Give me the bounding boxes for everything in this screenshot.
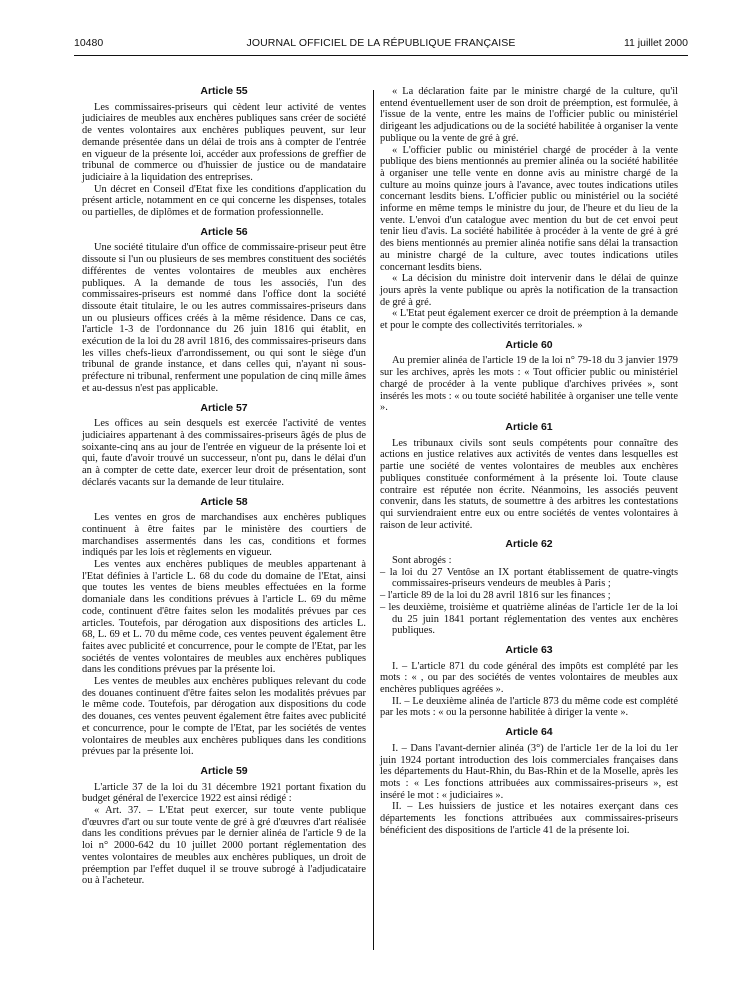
paragraph: Les tribunaux civils sont seuls compétents pour connaître des actions en justice relatives aux activités de ventes dans lesquelles est partie une société de ventes volontaires de meubles aux enchères publiques constituée conformément à la présente loi. Toute clause contraire est réputée non écrite. Néanmoins, les associés peuvent convenir, dans les statuts, de soumettre à des arbitres les contestations qui surviendraient entre eux ou entre sociétés de ventes volontaires à raison de leur activité. xyxy=(380,437,678,531)
article-title: Article 64 xyxy=(505,726,553,739)
article-64 xyxy=(380,727,678,836)
article-title: Article 60 xyxy=(505,338,553,351)
paragraph: Un décret en Conseil d'Etat fixe les conditions d'application du présent article, notamment en ce qui concerne les dispenses, totales ou partielles, de diplômes et de formation professionnelle. xyxy=(82,183,366,219)
header-rule xyxy=(74,55,688,56)
list-item: – les deuxième, troisième et quatrième alinéas de l'article 1er de la loi du 25 juin 1841 portant réglementation des ventes aux enchères publiques. xyxy=(380,601,678,637)
article-62 xyxy=(380,539,678,637)
paragraph: « Art. 37. – L'Etat peut exercer, sur toute vente publique d'œuvres d'art ou sur toute vente de gré à gré d'œuvres d'art réalisée dans les conditions prévues par le dernier alinéa de l'article 9 de la loi n° 2000-642 du 10 juillet 2000 portant réglementation des ventes volontaires de meubles aux enchères publiques, un droit de préemption par l'effet duquel il se trouve subrogé à l'adjudicataire ou à l'acheteur. xyxy=(82,805,366,887)
list-item: – la loi du 27 Ventôse an IX portant établissement de quatre-vingts commissaires-priseurs vendeurs de meubles à Paris ; xyxy=(380,566,678,590)
article-59-continued xyxy=(380,86,678,332)
paragraph: « L'Etat peut également exercer ce droit de préemption à la demande et pour le compte des collectivités territoriales. » xyxy=(380,308,678,332)
right-column xyxy=(380,86,678,844)
article-title: Article 58 xyxy=(200,495,248,508)
article-55 xyxy=(82,86,366,219)
paragraph: II. – Les huissiers de justice et les notaires exerçant dans ces départements les fonctions attribuées aux commissaires-priseurs bénéficient des dispositions de l'article 41 de la présente loi. xyxy=(380,801,678,836)
paragraph: Les ventes aux enchères publiques de meubles appartenant à l'Etat définies à l'article L. 68 du code du domaine de l'Etat, ainsi que toutes les ventes de biens meubles effectuées en la forme domaniale dans les conditions prévues à l'article L. 69 du même code, continuent d'être faites selon les modalités prévues par ces articles. Toutefois, par dérogation aux dispositions des articles L. 68, L. 69 et L. 70 du même code, ces ventes peuvent également être faites avec publicité et concurrence, pour le compte de l'Etat, par les sociétés de ventes volontaires de meubles aux enchères publiques dans les conditions prévues par la présente loi. xyxy=(82,559,366,676)
list-item: – l'article 89 de la loi du 28 avril 1816 sur les finances ; xyxy=(380,590,611,602)
article-title: Article 61 xyxy=(505,420,553,433)
article-57 xyxy=(82,403,366,489)
paragraph: Les offices au sein desquels est exercée l'activité de ventes judiciaires appartenant à des commissaires-priseurs âgés de plus de soixante-cinq ans au jour de l'entrée en vigueur de la présente loi et qui, faute d'avoir trouvé un successeur, n'ont pu, dans le délai d'un an à compter de cette date, exercer leur droit de présentation, sont déclarés vacants sur la demande de leur titulaire. xyxy=(82,418,366,488)
article-60 xyxy=(380,340,678,414)
article-58 xyxy=(82,497,366,758)
article-title: Article 59 xyxy=(200,764,248,777)
paragraph: L'article 37 de la loi du 31 décembre 1921 portant fixation du budget général de l'exercice 1922 est ainsi rédigé : xyxy=(82,781,366,805)
article-61 xyxy=(380,422,678,531)
page-header xyxy=(74,37,688,53)
article-59 xyxy=(82,766,366,887)
column-divider xyxy=(373,90,374,950)
left-column xyxy=(82,86,366,895)
page-number: 10480 xyxy=(74,37,104,49)
journal-title: JOURNAL OFFICIEL DE LA RÉPUBLIQUE FRANÇAISE xyxy=(246,37,516,49)
article-56 xyxy=(82,227,366,395)
paragraph: I. – L'article 871 du code général des impôts est complété par les mots : « , ou par des sociétés de ventes volontaires de meubles aux enchères publiques agréées ». xyxy=(380,660,678,696)
paragraph: Les commissaires-priseurs qui cèdent leur activité de ventes judiciaires de meubles aux enchères publiques sans créer de société de ventes volontaires aux enchères publiques peuvent, sur leur demande présentée dans un délai de trois ans à compter de l'entrée en vigueur de la présente loi, accéder aux professions de greffier de tribunal de commerce ou d'huissier de justice ou de mandataire judiciaire à la liquidation des entreprises. xyxy=(82,101,366,183)
paragraph: Sont abrogés : xyxy=(392,555,452,567)
article-63 xyxy=(380,645,678,719)
repeal-list xyxy=(380,567,678,637)
paragraph: « La déclaration faite par le ministre chargé de la culture, qu'il entend éventuellement user de son droit de préemption, est formulée, à l'issue de la vente, entre les mains de l'officier public ou ministériel dirigeant les adjudications ou de la société habilitée à organiser la vente publique ou la vente de gré à gré. xyxy=(380,86,678,144)
paragraph: « La décision du ministre doit intervenir dans le délai de quinze jours après la vente publique ou après la notification de la transaction de gré à gré. xyxy=(380,273,678,308)
paragraph: II. – Le deuxième alinéa de l'article 873 du même code est complété par les mots : « ou la personne habilitée à diriger la vente ». xyxy=(380,695,678,719)
article-title: Article 62 xyxy=(505,538,553,551)
paragraph: « L'officier public ou ministériel chargé de procéder à la vente publique des biens mentionnés au premier alinéa ou la société habilitée à organiser une telle vente en donne avis au ministre chargé de la culture au moins quinze jours à l'avance, avec toutes indications utiles concernant lesdits biens. L'officier public ou ministériel ou la société informe en même temps le ministre du jour, de l'heure et du lieu de la vente. L'envoi d'un catalogue avec mention du but de cet envoi peut tenir lieu d'avis. La société habilitée à procéder à la vente de gré à gré des biens mentionnés au premier alinéa notifie sans délai la transaction au ministre chargé de la culture, avec toutes indications utiles concernant lesdits biens. xyxy=(380,144,678,273)
article-title: Article 63 xyxy=(505,643,553,656)
paragraph: Au premier alinéa de l'article 19 de la loi n° 79-18 du 3 janvier 1979 sur les archives, après les mots : « Tout officier public ou ministériel chargé de procéder à la vente publique d'archives privées », sont insérés les mots : « ou toute société habilitée à organiser une telle vente ». xyxy=(380,355,678,414)
article-title: Article 55 xyxy=(200,85,248,97)
issue-date: 11 juillet 2000 xyxy=(623,37,688,49)
paragraph: Les ventes en gros de marchandises aux enchères publiques continuent à être faites par le ministère des courtiers de marchandises assermentés dans les cas, conditions et formes indiqués par les lois et règlements en vigueur. xyxy=(82,512,366,559)
paragraph: Les ventes de meubles aux enchères publiques relevant du code des douanes continuent d'être faites selon les modalités prévues par le même code. Toutefois, par dérogation aux dispositions du code des douanes, ces ventes peuvent également être faites avec publicité et concurrence, pour le compte de l'Etat, par les sociétés de ventes volontaires de meubles aux enchères publiques dans les conditions prévues par la présente loi. xyxy=(82,676,366,758)
paragraph: I. – Dans l'avant-dernier alinéa (3°) de l'article 1er de la loi du 1er juin 1924 portant introduction des lois commerciales françaises dans les départements du Haut-Rhin, du Bas-Rhin et de la Moselle, après les mots : « Les fonctions attribuées aux commissaires-priseurs », est inséré le mot : « judiciaires ». xyxy=(380,742,678,801)
article-title: Article 56 xyxy=(200,225,248,238)
paragraph: Une société titulaire d'un office de commissaire-priseur peut être dissoute si l'un ou plusieurs de ses membres constituent des sociétés différentes de ventes volontaires de meubles aux enchères publiques. A la demande de tous les associés, l'un des commissaires-priseurs est nommé dans l'office dont la société dissoute était titulaire, le ou les autres commissaires-priseurs dans un ou plusieurs offices créés à la même résidence. Dans ce cas, l'article 1-3 de l'ordonnance du 26 juin 1816 qui établit, en exécution de la loi du 28 avril 1816, des commissaires-priseurs dans les villes chefs-lieux d'arrondissement, ou qui sont le siège d'un tribunal de grande instance, et dans celles qui, n'ayant ni sous-préfecture ni tribunal, renferment une population de cinq mille âmes et au-dessus n'est pas applicable. xyxy=(82,242,366,394)
article-title: Article 57 xyxy=(200,401,248,414)
